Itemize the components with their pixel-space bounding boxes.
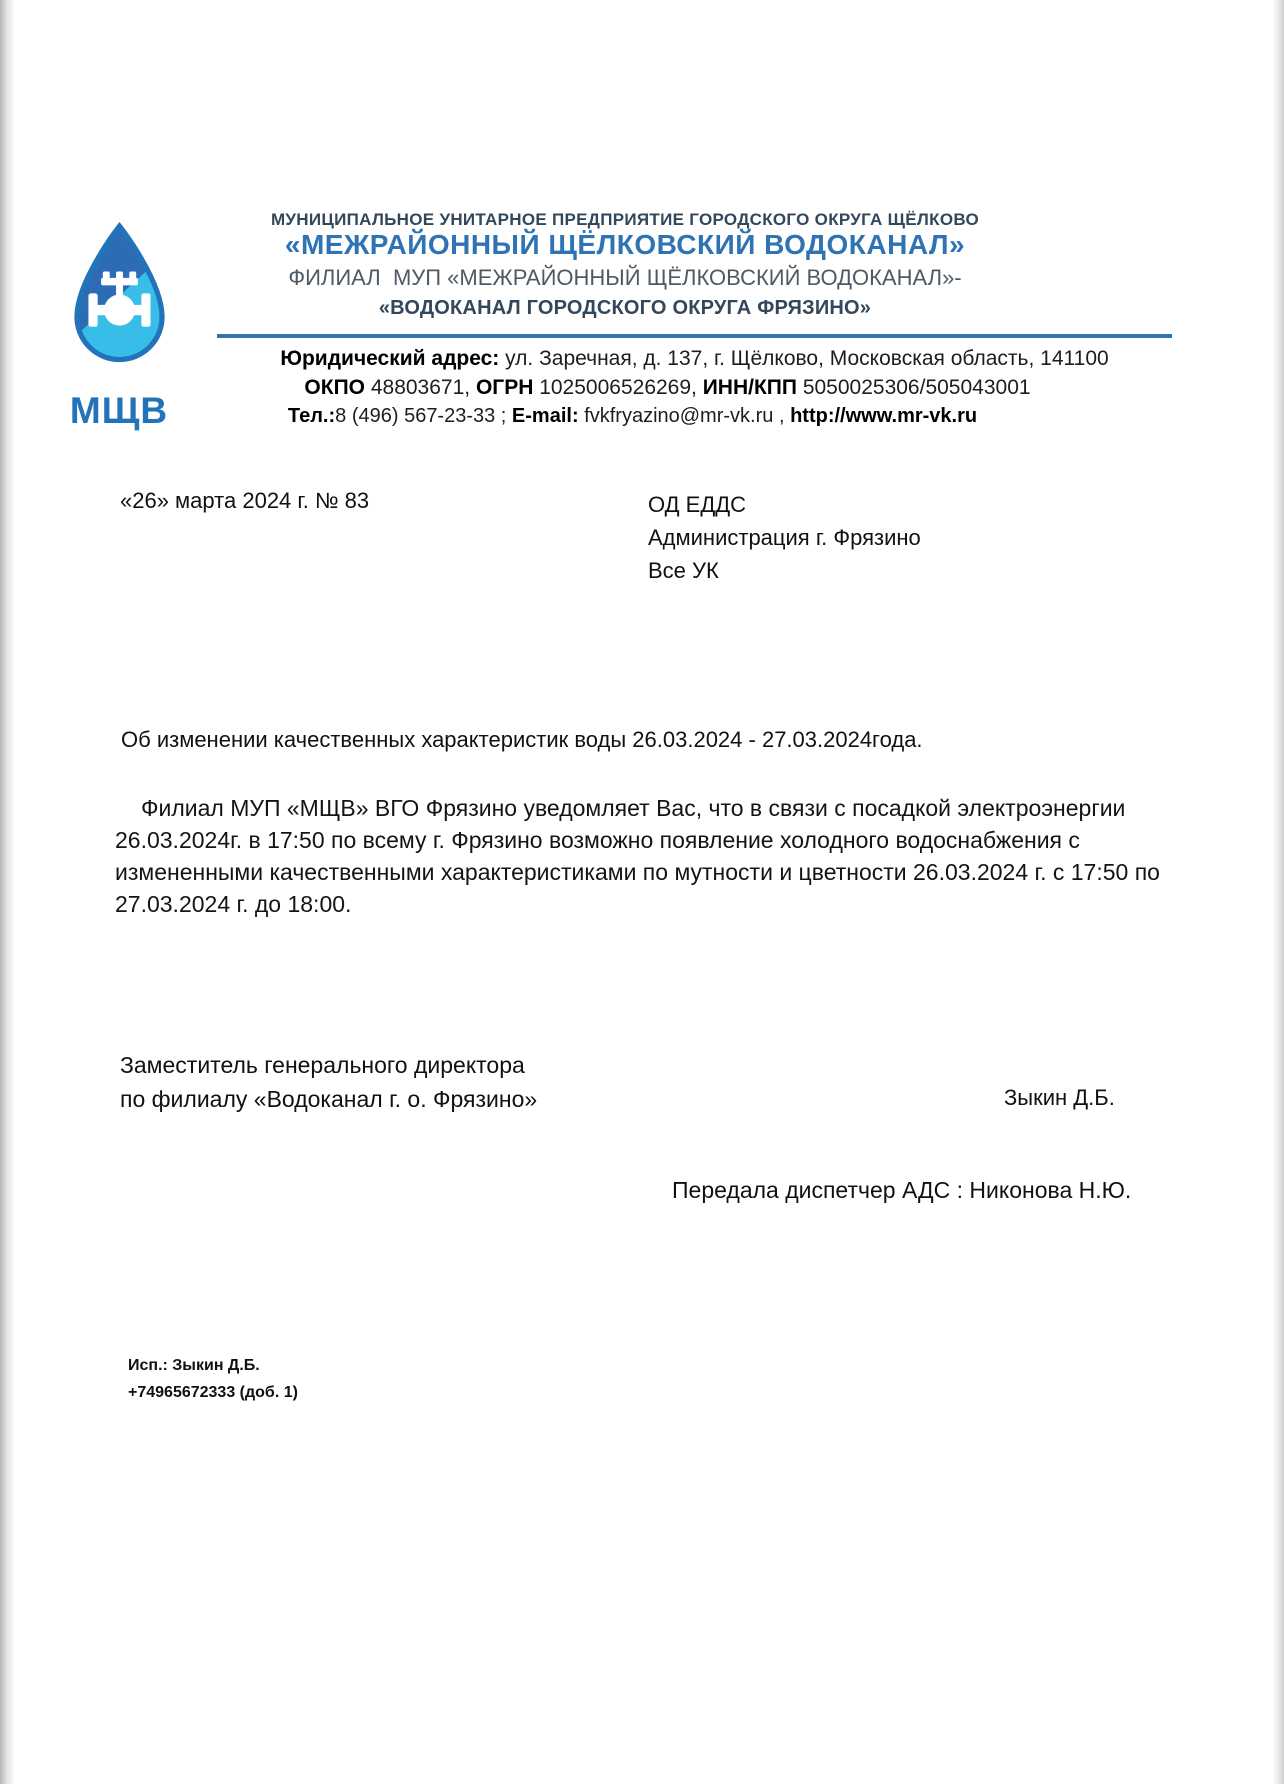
- recipients-block: [648, 488, 921, 587]
- recipient-line: Все УК: [648, 558, 719, 583]
- signature-role-line: Заместитель генерального директора: [120, 1052, 525, 1078]
- page-left-edge-shadow: [0, 0, 15, 1784]
- letter-date-number: «26» марта 2024 г. № 83: [120, 488, 370, 513]
- signature-role: [120, 1048, 537, 1116]
- address-value: ул. Заречная, д. 137, г. Щёлково, Московская область, 141100: [505, 347, 1109, 370]
- email-label: E-mail:: [511, 405, 585, 427]
- company-name-title: «МЕЖРАЙОННЫЙ ЩЁЛКОВСКИЙ ВОДОКАНАЛ»: [284, 229, 966, 260]
- address-label: Юридический адрес:: [280, 347, 506, 370]
- parent-company-line: МУНИЦИПАЛЬНОЕ УНИТАРНОЕ ПРЕДПРИЯТИЕ ГОРОДСКОГО ОКРУГА ЩЁЛКОВО: [270, 210, 980, 229]
- divider-rule: [217, 334, 1172, 338]
- branch-name-line: «ВОДОКАНАЛ ГОРОДСКОГО ОКРУГА ФРЯЗИНО»: [378, 297, 872, 319]
- ogrn-label: ОГРН: [475, 376, 540, 399]
- phone-value: 8 (496) 567-23-33 ;: [335, 405, 512, 427]
- okpo-label: ОКПО: [304, 376, 371, 399]
- recipient-line: Администрация г. Фрязино: [648, 525, 921, 550]
- email-value: fvkfryazino@mr-vk.ru ,: [584, 405, 791, 427]
- branch-line: ФИЛИАЛ МУП «МЕЖРАЙОННЫЙ ЩЁЛКОВСКИЙ ВОДОКАНАЛ»-: [288, 265, 962, 290]
- ogrn-value: 1025006526269,: [539, 376, 703, 399]
- okpo-value: 48803671,: [370, 376, 476, 399]
- phone-label: Тел.:: [287, 405, 336, 427]
- signature-role-line: по филиалу «Водоканал г. о. Фрязино»: [120, 1086, 538, 1112]
- executor-block: [128, 1352, 298, 1406]
- legal-address-line: [217, 347, 1172, 371]
- page-right-edge-shadow: [1272, 0, 1284, 1784]
- executor-note: Исп.: Зыкин Д.Б.: [128, 1357, 260, 1374]
- dispatcher-note: Передала диспетчер АДС : Никонова Н.Ю.: [672, 1177, 1132, 1203]
- inn-kpp-label: ИНН/КПП: [702, 376, 803, 399]
- phone-email-line: [155, 405, 1110, 428]
- signature-name: Зыкин Д.Б.: [1004, 1085, 1115, 1110]
- executor-phone: +74965672333 (доб. 1): [128, 1384, 298, 1401]
- logo-abbreviation: МЩВ: [69, 390, 169, 431]
- body-paragraph: Филиал МУП «МЩВ» ВГО Фрязино уведомляет Вас, что в связи с посадкой электроэнергии 26.03.2024г. в 17:50 по всему г. Фрязино возможно появление холодного водоснабжения с измененными качественными характеристиками по мутности и цветности 26.03.2024 г. с 17:50 по 27.03.2024 г. до 18:00.: [115, 795, 1160, 917]
- recipient-line: ОД ЕДДС: [648, 492, 747, 517]
- website-url: http://www.mr-vk.ru: [790, 405, 978, 427]
- inn-kpp-value: 5050025306/505043001: [802, 376, 1031, 399]
- registration-codes-line: [190, 376, 1145, 400]
- subject-line: Об изменении качественных характеристик воды 26.03.2024 - 27.03.2024года.: [121, 727, 923, 752]
